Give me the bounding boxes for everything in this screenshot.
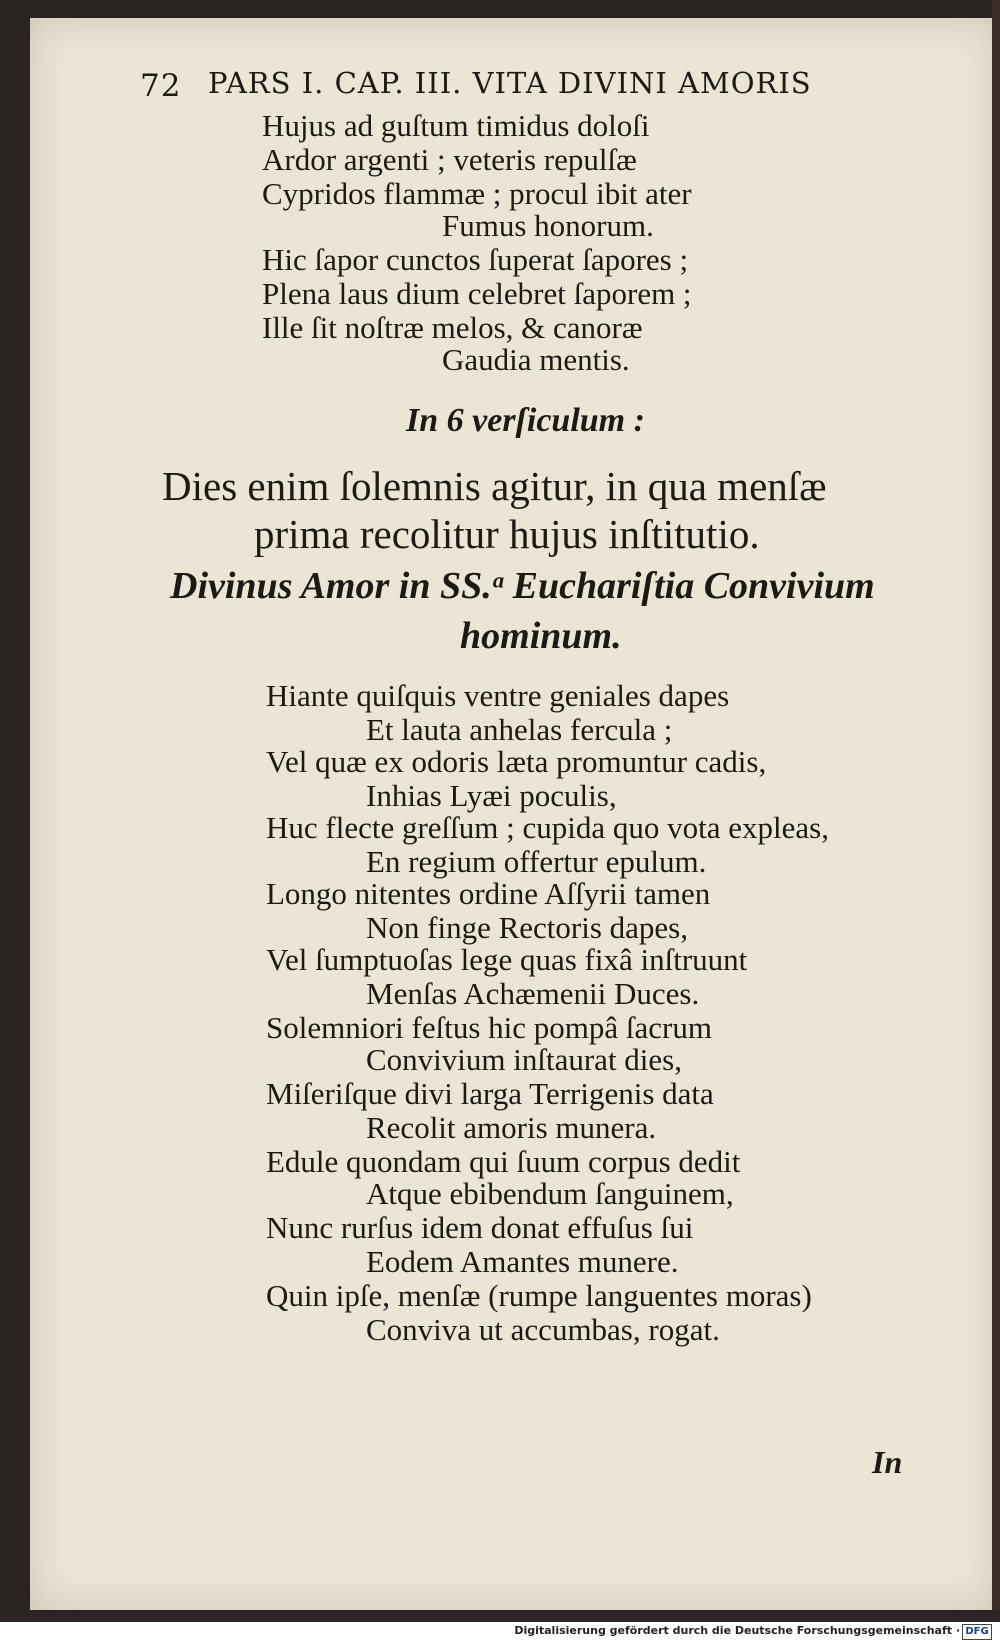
catchword: In [872, 1444, 903, 1480]
page-number: 72 [140, 68, 182, 104]
stanza-line: Fumus honorum. [442, 208, 654, 243]
section-heading: prima recolitur hujus inſtitutio. [254, 511, 760, 557]
stanza-line: Ardor argenti ; veteris repulſæ [262, 142, 637, 177]
poem-line: Menſas Achæmenii Duces. [366, 976, 700, 1011]
stanza-line: Hic ſapor cunctos ſuperat ſapores ; [262, 242, 689, 277]
poem-line: Hiante quiſquis ventre geniales dapes [266, 678, 730, 713]
footer-credit: Digitalisierung gefördert durch die Deutsche Forschungsgemeinschaft · [514, 1624, 960, 1637]
poem-line: Nunc rurſus idem donat effuſus ſui [266, 1210, 694, 1245]
poem-line: Huc flecte greſſum ; cupida quo vota expleas, [266, 810, 829, 845]
poem-line: Eodem Amantes munere. [366, 1244, 679, 1279]
section-heading: Dies enim ſolemnis agitur, in qua menſæ [162, 463, 827, 509]
poem-line: Et lauta anhelas fercula ; [366, 712, 673, 747]
poem-line: Inhias Lyæi poculis, [366, 778, 617, 813]
poem-line: Edule quondam qui ſuum corpus dedit [266, 1144, 741, 1179]
stanza-line: Plena laus dium celebret ſaporem ; [262, 276, 692, 311]
stanza-line: Cypridos flammæ ; procul ibit ater [262, 176, 692, 211]
poem-line: Miſeriſque divi larga Terrigenis data [266, 1076, 714, 1111]
running-title: PARS I. CAP. III. VITA DIVINI AMORIS [208, 66, 812, 100]
poem-line: Solemniori feſtus hic pompâ ſacrum [266, 1010, 712, 1045]
poem-line: Quin ipſe, menſæ (rumpe languentes moras) [266, 1278, 812, 1313]
poem-line: Non finge Rectoris dapes, [366, 910, 688, 945]
poem-line: Recolit amoris munera. [366, 1110, 657, 1145]
dfg-logo: DFG [962, 1624, 992, 1640]
poem-line: Atque ebibendum ſanguinem, [366, 1176, 734, 1211]
poem-line: Longo nitentes ordine Aſſyrii tamen [266, 876, 711, 911]
binding-edge [992, 0, 1000, 1610]
section-label: In 6 verſiculum : [406, 402, 645, 439]
stanza-line: Ille ſit noſtræ melos, & canoræ [262, 310, 643, 345]
subheading: hominum. [460, 615, 622, 657]
poem-line: Vel ſumptuoſas lege quas fixâ inſtruunt [266, 942, 748, 977]
poem-line: En regium offertur epulum. [366, 844, 707, 879]
stanza-line: Gaudia mentis. [442, 342, 630, 377]
poem-line: Conviva ut accumbas, rogat. [366, 1312, 720, 1347]
subheading: Divinus Amor in SS.ᵃ Euchariſtia Convivium [170, 565, 875, 607]
poem-line: Convivium inſtaurat dies, [366, 1042, 682, 1077]
stanza-line: Hujus ad guſtum timidus doloſi [262, 108, 650, 143]
poem-line: Vel quæ ex odoris læta promuntur cadis, [266, 744, 767, 779]
